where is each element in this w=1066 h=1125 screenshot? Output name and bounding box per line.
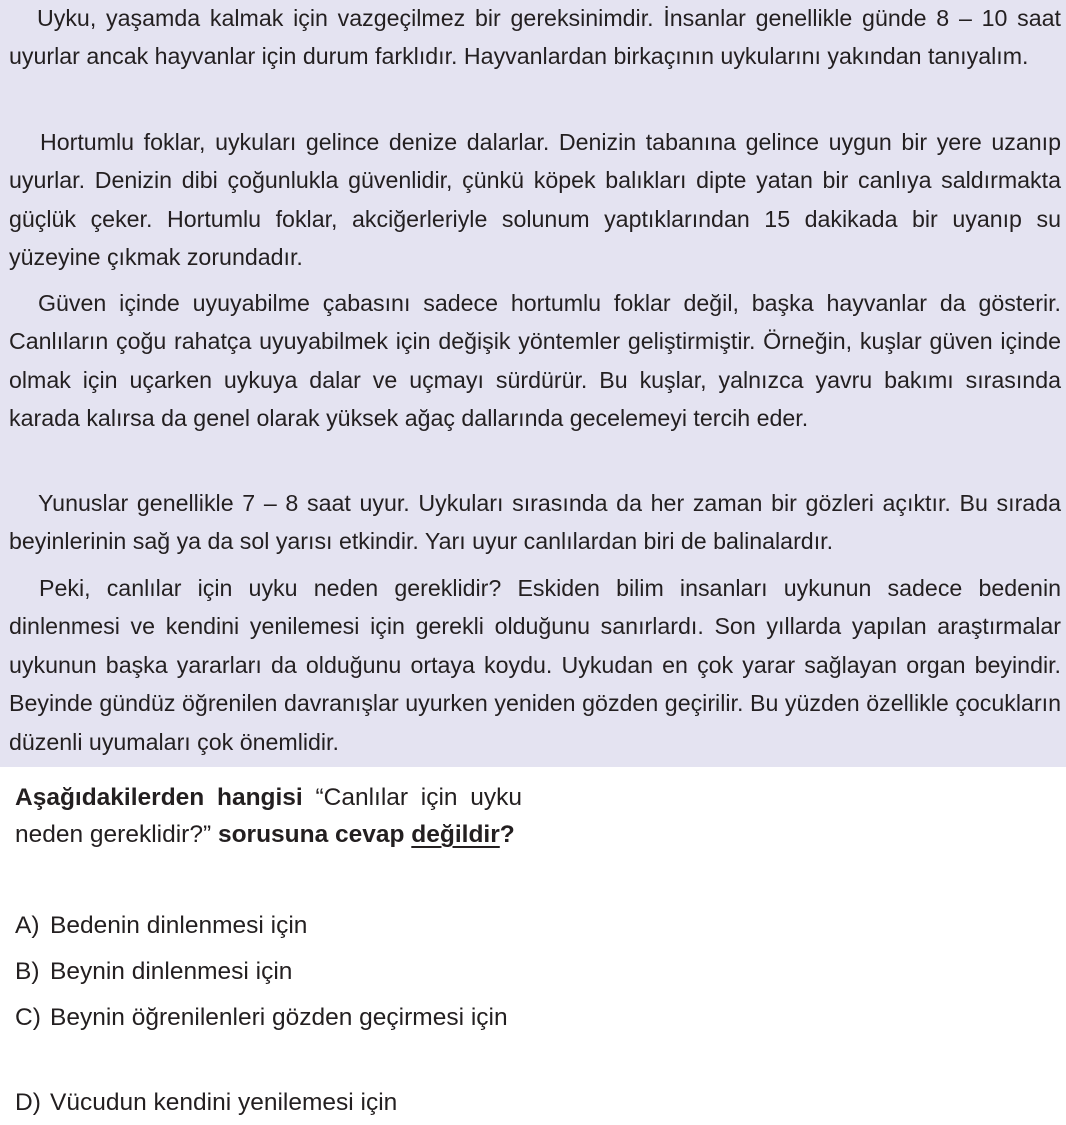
passage-paragraph-3: Güven içinde uyuyabilme çabasını sadece hortumlu foklar değil, başka hayvanlar da gösterir. Canlıların çoğu rahatça uyuyabilmek için değişik yöntemler geliştirmiştir. Örneğin, kuşlar güven içinde olmak için uçarken uykuya dalar ve uçmayı sürdürür. Bu kuşlar, yalnızca yavru bakımı sırasında karada kalırsa da genel olarak yüksek ağaç dallarında gecelemeyi tercih eder. <box>9 290 1061 432</box>
question-end-mark: ? <box>499 821 515 848</box>
answer-option-d[interactable] <box>15 1084 525 1122</box>
question-negation-underlined: değildir <box>411 821 500 848</box>
passage-paragraph-5: Peki, canlılar için uyku neden gereklidir? Eskiden bilim insanları uykunun sadece bedenin dinlenmesi ve kendini yenilemesi için gerekli olduğunu sanırlardı. Son yıllarda yapılan araştırmalar uykunun başka yararları da olduğunu ortaya koydu. Uykudan en çok yarar sağlayan organ beyindir. Beyinde gündüz öğrenilen davranışlar uyurken yeniden gözden geçirilir. Bu yüzden özellikle çocukların düzenli uyumaları çok önemlidir. <box>9 575 1061 755</box>
option-letter: B) <box>15 958 40 985</box>
answer-option-a[interactable] <box>15 907 525 945</box>
passage-paragraph-1: Uyku, yaşamda kalmak için vazgeçilmez bir gereksinimdir. İnsanlar genellikle günde 8 – 10 saat uyurlar ancak hayvanlar için durum farklıdır. Hayvanlardan birkaçının uykularını yakından tanıyalım. <box>9 5 1061 70</box>
option-text: Vücudun kendini yenilemesi için <box>50 1089 398 1116</box>
question-bold-tail: sorusuna cevap <box>217 821 412 848</box>
passage-paragraph-2: Hortumlu foklar, uykuları gelince denize dalarlar. Denizin tabanına gelince uygun bir yere uzanıp uyurlar. Denizin dibi çoğunlukla güvenlidir, çünkü köpek balıkları dipte yatan bir canlıya saldırmakta güçlük çeker. Hortumlu foklar, akciğerleriyle solunum yaptıklarından 15 dakikada bir uyanıp su yüzeyine çıkmak zorundadır. <box>9 129 1061 271</box>
option-text: Beynin öğrenilenleri gözden geçirmesi için <box>50 1004 508 1031</box>
passage-paragraph-4: Yunuslar genellikle 7 – 8 saat uyur. Uykuları sırasında da her zaman bir gözleri açıktır. Bu sırada beyinlerinin sağ ya da sol yarısı etkindir. Yarı uyur canlılardan biri de balinalardır. <box>9 490 1061 555</box>
option-text: Bedenin dinlenmesi için <box>50 912 308 939</box>
option-letter: C) <box>15 1004 41 1031</box>
question-quoted-text: “Canlılar için uyku neden gereklidir?” <box>15 784 522 848</box>
answer-option-b[interactable] <box>15 953 525 991</box>
question-bold-lead: Aşağıdakilerden hangisi <box>15 784 303 811</box>
answer-option-c[interactable] <box>15 999 525 1037</box>
option-letter: A) <box>15 912 40 939</box>
question-stem <box>15 779 522 853</box>
option-text: Beynin dinlenmesi için <box>50 958 293 985</box>
option-letter: D) <box>15 1089 41 1116</box>
